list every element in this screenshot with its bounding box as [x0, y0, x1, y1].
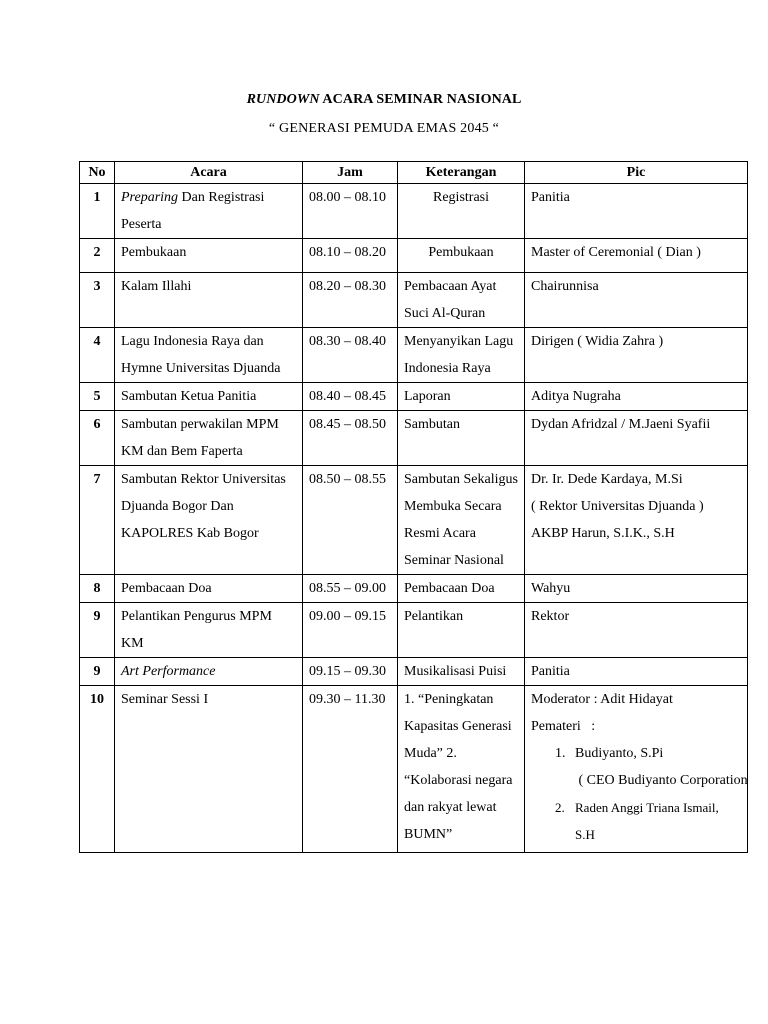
header-pic: Pic — [525, 162, 748, 184]
row-keterangan: Pembacaan Ayat Suci Al-Quran — [398, 273, 525, 328]
row-pic: Wahyu — [525, 575, 748, 603]
row-acara — [115, 184, 303, 239]
row-no: 6 — [80, 411, 115, 466]
row-jam: 08.00 – 08.10 — [303, 184, 398, 239]
pemateri-item — [531, 794, 741, 848]
row-acara: Pembacaan Doa — [115, 575, 303, 603]
row-pic: Aditya Nugraha — [525, 383, 748, 411]
row-keterangan: Sambutan Sekaligus Membuka Secara Resmi Acara Seminar Nasional — [398, 466, 525, 575]
row-no: 8 — [80, 575, 115, 603]
table-row — [80, 184, 748, 239]
row-jam: 08.30 – 08.40 — [303, 328, 398, 383]
table-row — [80, 603, 748, 658]
row-pic: Panitia — [525, 184, 748, 239]
row-acara: Sambutan Ketua Panitia — [115, 383, 303, 411]
table-row — [80, 658, 748, 686]
row-no: 9 — [80, 658, 115, 686]
row-keterangan: Laporan — [398, 383, 525, 411]
row-no: 5 — [80, 383, 115, 411]
pic-line: ( Rektor Universitas Djuanda ) — [531, 499, 704, 514]
title-italic: RUNDOWN — [246, 92, 320, 107]
table-header-row — [80, 162, 748, 184]
row-pic: Dydan Afridzal / M.Jaeni Syafii — [525, 411, 748, 466]
row-jam: 08.40 – 08.45 — [303, 383, 398, 411]
row-acara: Pelantikan Pengurus MPM KM — [115, 603, 303, 658]
pemateri-list — [531, 740, 748, 848]
pemateri-line: Budiyanto, S.Pi — [575, 746, 664, 761]
row-keterangan: Pembacaan Doa — [398, 575, 525, 603]
pic-moderator: Moderator : Adit Hidayat — [531, 692, 673, 707]
row-jam: 09.30 – 11.30 — [303, 686, 398, 853]
pic-line: Dr. Ir. Dede Kardaya, M.Si — [531, 472, 683, 487]
row-acara: Sambutan perwakilan MPM KM dan Bem Faperta — [115, 411, 303, 466]
row-jam: 09.00 – 09.15 — [303, 603, 398, 658]
row-keterangan: Menyanyikan Lagu Indonesia Raya — [398, 328, 525, 383]
header-keterangan: Keterangan — [398, 162, 525, 184]
acara-italic: Preparing — [121, 190, 179, 205]
row-no: 2 — [80, 239, 115, 273]
header-jam: Jam — [303, 162, 398, 184]
table-row — [80, 411, 748, 466]
row-no: 7 — [80, 466, 115, 575]
title-rest: ACARA SEMINAR NASIONAL — [319, 92, 522, 107]
pemateri-number: 2. — [555, 800, 565, 815]
pemateri-item — [531, 740, 748, 794]
row-acara: Kalam Illahi — [115, 273, 303, 328]
row-acara: Seminar Sessi I — [115, 686, 303, 853]
row-acara: Lagu Indonesia Raya dan Hymne Universitas Djuanda — [115, 328, 303, 383]
row-keterangan: Musikalisasi Puisi — [398, 658, 525, 686]
row-keterangan: 1. “Peningkatan Kapasitas Generasi Muda” 2. “Kolaborasi negara dan rakyat lewat BUMN” — [398, 686, 525, 853]
header-no: No — [80, 162, 115, 184]
page-title — [0, 92, 768, 108]
pemateri-line: ( CEO Budiyanto Corporation — [575, 773, 748, 788]
row-pic: Master of Ceremonial ( Dian ) — [525, 239, 748, 273]
row-no: 10 — [80, 686, 115, 853]
row-pic: Chairunnisa — [525, 273, 748, 328]
table-row — [80, 383, 748, 411]
acara-italic: Art Performance — [121, 664, 216, 679]
row-no: 1 — [80, 184, 115, 239]
row-pic — [525, 466, 748, 575]
header-acara: Acara — [115, 162, 303, 184]
row-pic — [525, 686, 748, 853]
row-jam: 08.55 – 09.00 — [303, 575, 398, 603]
table-row — [80, 466, 748, 575]
row-jam: 09.15 – 09.30 — [303, 658, 398, 686]
row-no: 9 — [80, 603, 115, 658]
row-jam: 08.45 – 08.50 — [303, 411, 398, 466]
rundown-table — [79, 161, 748, 853]
table-row — [80, 273, 748, 328]
acara-text: Dan Registrasi Peserta — [121, 190, 265, 232]
pemateri-number: 1. — [555, 746, 566, 761]
keterangan-text: Registrasi — [433, 190, 489, 205]
row-acara — [115, 658, 303, 686]
row-keterangan — [398, 184, 525, 239]
row-keterangan: Pelantikan — [398, 603, 525, 658]
page-subtitle: “ GENERASI PEMUDA EMAS 2045 “ — [268, 121, 500, 136]
table-row — [80, 686, 748, 853]
table-row — [80, 239, 748, 273]
row-jam: 08.20 – 08.30 — [303, 273, 398, 328]
row-acara: Pembukaan — [115, 239, 303, 273]
row-no: 3 — [80, 273, 115, 328]
row-no: 4 — [80, 328, 115, 383]
row-acara: Sambutan Rektor Universitas Djuanda Bogor Dan KAPOLRES Kab Bogor — [115, 466, 303, 575]
row-keterangan — [398, 239, 525, 273]
pic-pemateri-label: Pemateri : — [531, 719, 596, 734]
row-jam: 08.10 – 08.20 — [303, 239, 398, 273]
table-row — [80, 575, 748, 603]
row-jam: 08.50 – 08.55 — [303, 466, 398, 575]
pemateri-line: Raden Anggi Triana Ismail, S.H — [575, 800, 719, 842]
keterangan-text: Pembukaan — [428, 245, 494, 260]
pic-line: AKBP Harun, S.I.K., S.H — [531, 526, 675, 541]
row-pic: Rektor — [525, 603, 748, 658]
row-pic: Panitia — [525, 658, 748, 686]
table-row — [80, 328, 748, 383]
row-pic: Dirigen ( Widia Zahra ) — [525, 328, 748, 383]
row-keterangan: Sambutan — [398, 411, 525, 466]
